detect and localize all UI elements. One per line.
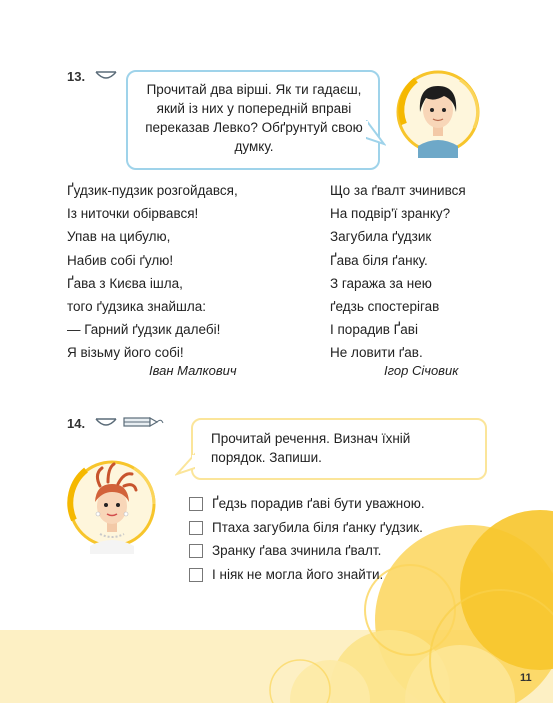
checkbox[interactable]: [189, 497, 203, 511]
poem-line: Упав на цибулю,: [67, 229, 171, 245]
bowl-icon: [95, 70, 117, 81]
poem-line: того ґудзика знайшла:: [67, 299, 207, 315]
boy-avatar: [396, 68, 481, 158]
poem-line: Ґава з Києва ішла,: [67, 275, 183, 291]
poem-line: І порадив Ґаві: [330, 322, 418, 338]
poem-line: Що за ґвалт зчинився: [330, 183, 466, 198]
bubble-tail: [175, 452, 195, 478]
bowl-icon: [95, 417, 117, 428]
speech-bubble-13: [126, 70, 380, 170]
bubble-14-text: [211, 429, 471, 467]
checkbox[interactable]: [189, 568, 203, 582]
poem-line: Ґава біля ґанку.: [330, 252, 428, 268]
poem-line: Із ниточки обірвався!: [67, 206, 199, 222]
speech-bubble-14: [191, 418, 487, 480]
poem-line: ґедзь спостерігав: [330, 299, 440, 315]
girl-avatar: [62, 454, 162, 554]
sentence-label: Зранку ґава зчинила ґвалт.: [212, 543, 382, 558]
sentence-label: Птаха загубила біля ґанку ґудзик.: [212, 519, 423, 535]
poem-line: З гаража за нею: [330, 275, 432, 291]
poem-right: [330, 179, 490, 365]
list-item: [189, 542, 489, 566]
bubble-13-text: Прочитай два вірші. Як ти гадаєш, який із них у попередній вправі переказав Левко? Обґрунтуй свою думку.: [145, 82, 363, 154]
pencil-icon: [123, 415, 165, 429]
exercise-13-number: 13.: [67, 69, 86, 84]
checkbox[interactable]: [189, 521, 203, 535]
bubble-14-line: Прочитай речення. Визнач їхній: [211, 431, 411, 446]
author-left: Іван Малкович: [149, 363, 237, 378]
poem-line: Не ловити ґав.: [330, 345, 423, 361]
poem-line: Ґудзик-пудзик розгойдався,: [67, 183, 238, 198]
poem-line: Загубила ґудзик: [330, 229, 432, 245]
checkbox[interactable]: [189, 544, 203, 558]
poem-left: [67, 179, 257, 365]
bubble-14-line: порядок. Запиши.: [211, 450, 322, 465]
sentence-list: [189, 495, 489, 589]
page-number: 11: [520, 672, 532, 684]
author-right: Ігор Січовик: [384, 363, 459, 378]
list-item: [189, 519, 489, 543]
list-item: [189, 495, 489, 519]
list-item: [189, 566, 489, 590]
bubble-tail: [366, 120, 386, 150]
poem-line: На подвір'ї зранку?: [330, 206, 451, 222]
exercise-14-number: 14.: [67, 416, 86, 431]
sentence-label: Ґедзь порадив ґаві бути уважною.: [212, 496, 425, 511]
sentence-label: І ніяк не могла його знайти.: [212, 566, 384, 582]
poem-line: Я візьму його собі!: [67, 345, 184, 361]
poem-line: — Гарний ґудзик далебі!: [67, 322, 221, 338]
poem-line: Набив собі ґулю!: [67, 252, 174, 268]
